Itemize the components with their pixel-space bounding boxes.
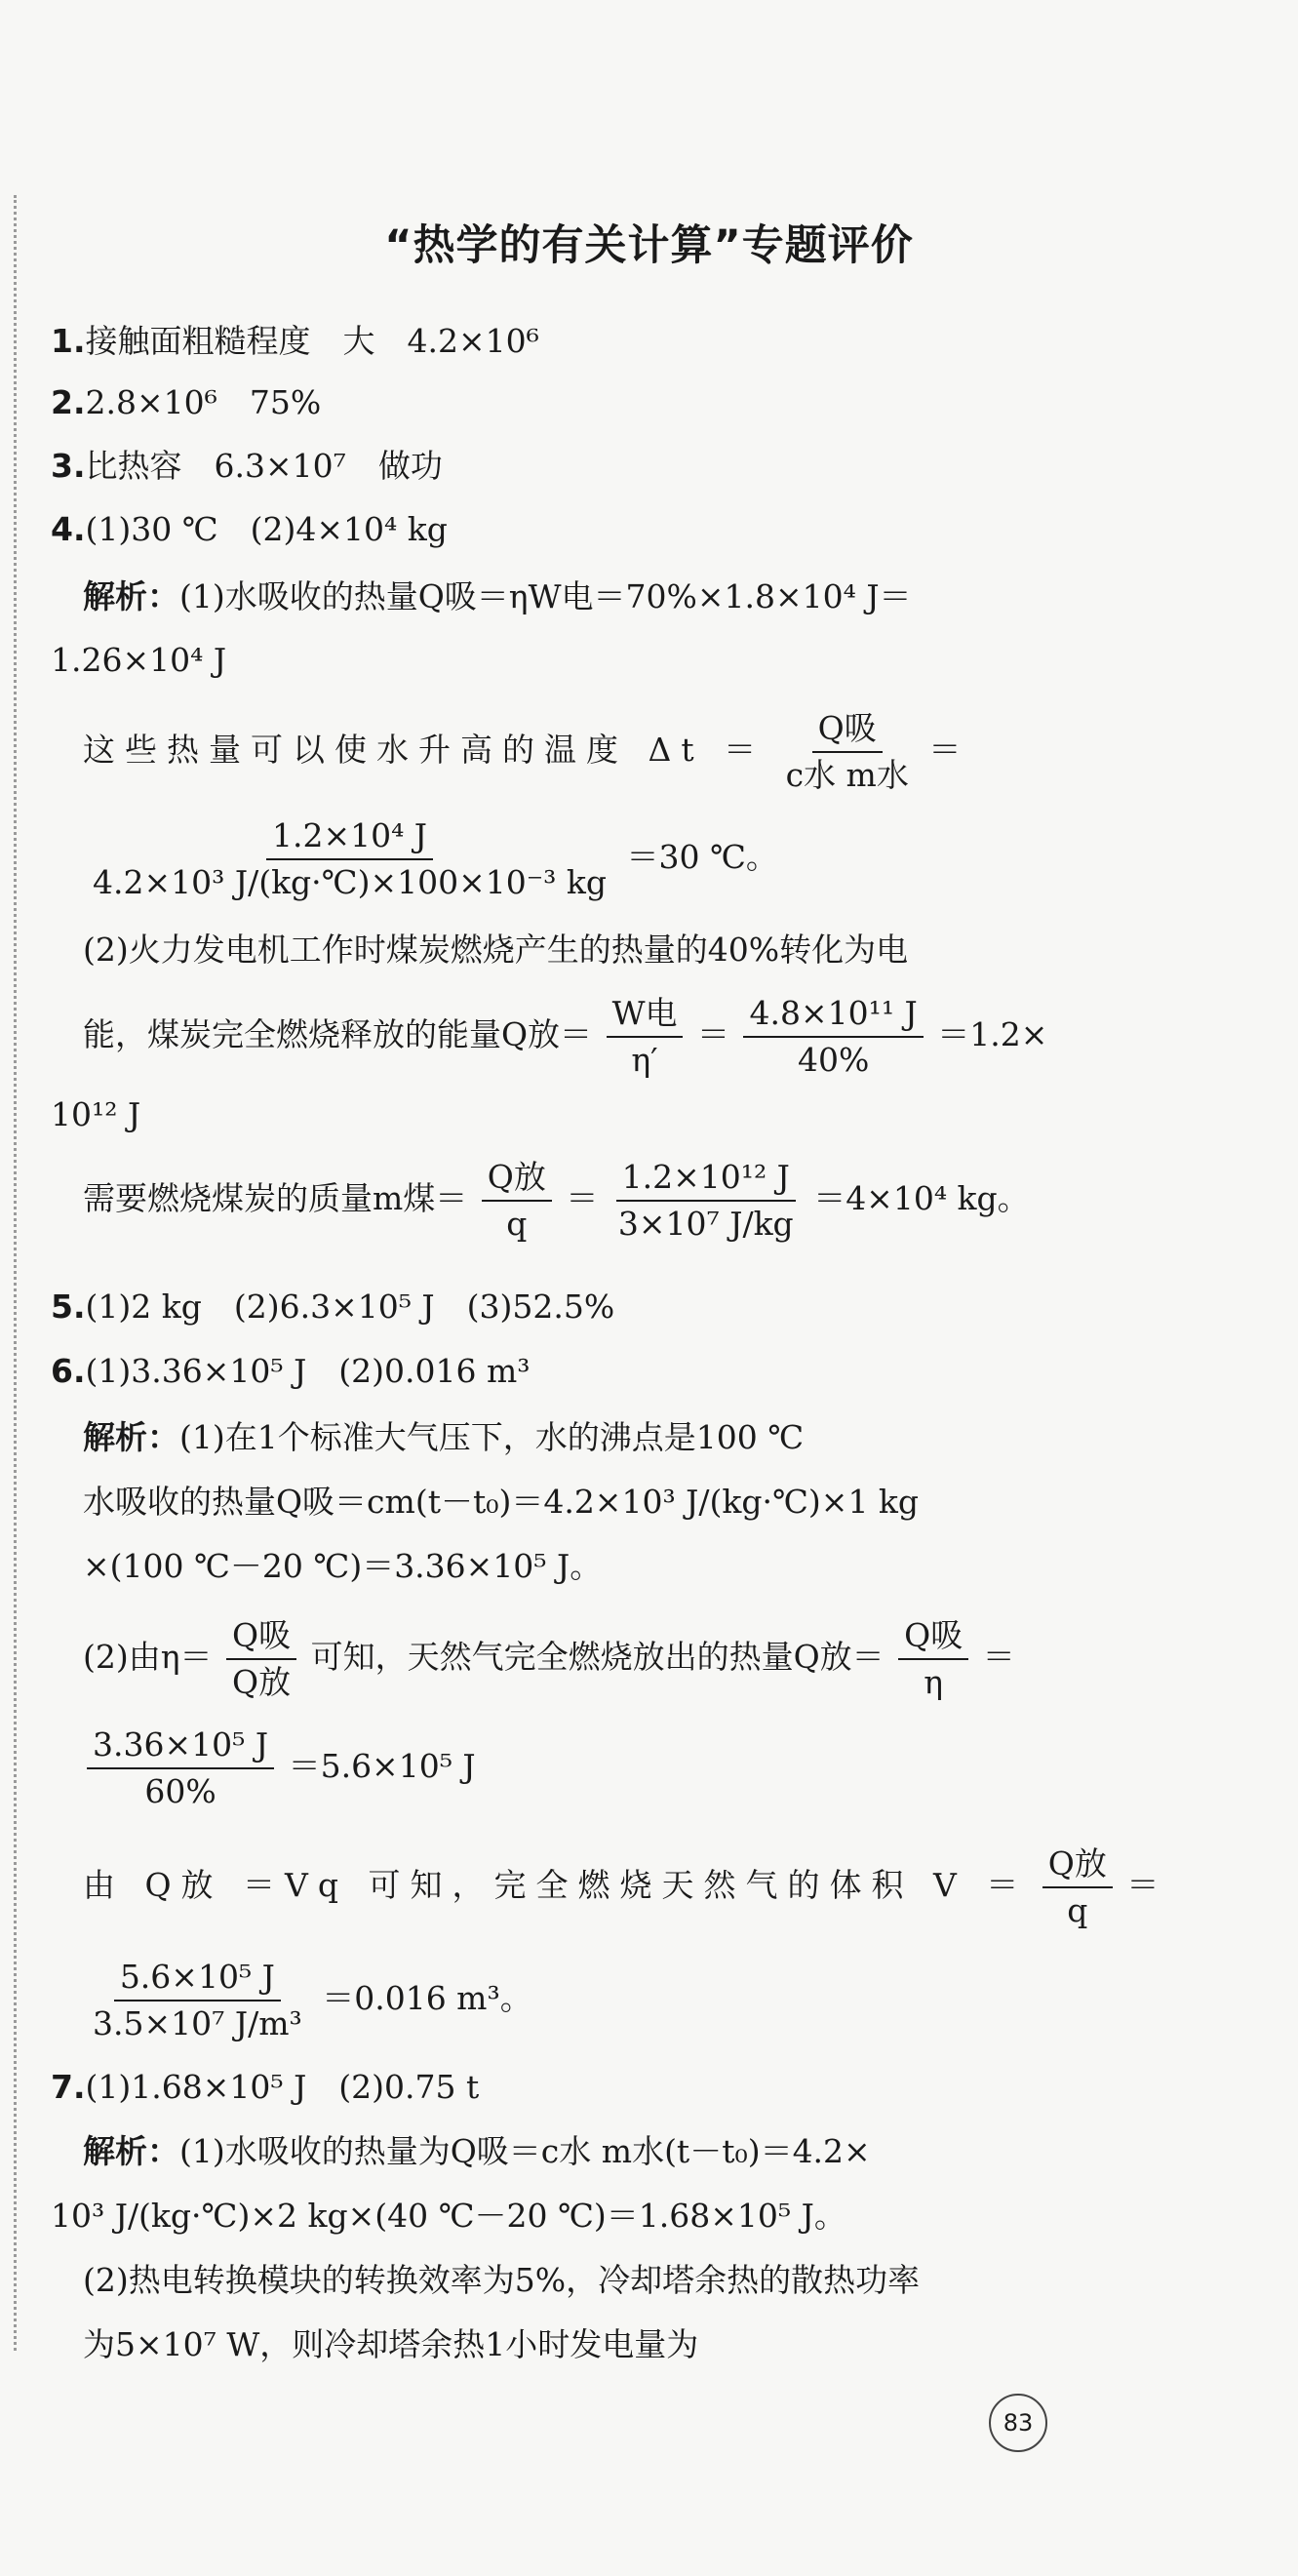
analysis-7-line-3: (2)热电转换模块的转换效率为5%，冷却塔余热的散热功率 <box>83 2261 921 2299</box>
analysis-6-heat-result: $\frac{\text{3.36×10⁵ J}}{60\%}$ ＝5.6×10⁵ J <box>83 1726 476 1810</box>
analysis-6-heat-released: (2)由η＝ $\frac{\text{Q吸}}{\text{Q放}}$ 可知，天然气完全燃烧放出的热量Q放＝ $\frac{\text{Q吸}}{\eta}$ ＝ <box>83 1616 1015 1701</box>
page-title: “热学的有关计算”专题评价 <box>384 221 914 270</box>
analysis-4-line-1: 解析：(1)水吸收的热量Q吸＝ηW电＝70%×1.8×10⁴ J＝ <box>83 577 912 615</box>
page-number: 83 <box>989 2394 1047 2452</box>
question-number: 6. <box>51 1352 86 1390</box>
fraction: $\frac{\text{3.36×10⁵ J}}{60\%}$ <box>87 1726 274 1810</box>
analysis-4-temperature-rise: 这些热量可以使水升高的温度 Δt ＝ $\frac{\text{Q吸}}{\text{c水 m水}}$ ＝ <box>83 709 962 794</box>
answer-text: 接触面粗糙程度 大 4.2×10⁶ <box>85 322 539 360</box>
fraction: $\frac{\text{Q吸}}{\text{c水 m水}}$ <box>785 709 909 794</box>
analysis-4-coal-energy: 能，煤炭完全燃烧释放的能量Q放＝ $\frac{\text{W电}}{\eta'}$ ＝ $\frac{\text{4.8×10¹¹ J}}{40\%}$ ＝1.2× <box>83 994 1048 1079</box>
fraction: $\frac{\text{Q放}}{q}$ <box>1042 1845 1113 1929</box>
answer-5 <box>51 1288 614 1327</box>
analysis-4-line-6: 10¹² J <box>51 1095 141 1133</box>
analysis-7-line-2: 10³ J/(kg·℃)×2 kg×(40 ℃－20 ℃)＝1.68×10⁵ J。 <box>51 2197 846 2235</box>
fraction: $\frac{\text{Q放}}{q}$ <box>482 1159 552 1243</box>
analysis-6-line-1: 解析：(1)在1个标准大气压下，水的沸点是100 ℃ <box>83 1418 805 1456</box>
fraction: $\frac{\text{W电}}{\eta'}$ <box>607 995 684 1079</box>
fraction: $\frac{\text{Q吸}}{\text{Q放}}$ <box>226 1617 296 1701</box>
question-number: 7. <box>51 2068 86 2106</box>
analysis-6-volume-result: $\frac{\text{5.6×10⁵ J}}{\text{3.5×10⁷ J/m³}}$ ＝0.016 m³。 <box>83 1959 532 2042</box>
answer-text: (1)3.36×10⁵ J (2)0.016 m³ <box>85 1352 531 1390</box>
question-number: 2. <box>51 383 86 421</box>
fraction: $\frac{\text{1.2×10⁴ J}}{\text{4.2×10³ J/(kg·℃)×100×10⁻³ kg}}$ <box>93 816 608 901</box>
answer-4 <box>51 510 448 549</box>
fraction: $\frac{\text{5.6×10⁵ J}}{\text{3.5×10⁷ J/m³}}$ <box>93 1958 302 2042</box>
analysis-6-line-2: 水吸收的热量Q吸＝cm(t－t₀)＝4.2×10³ J/(kg·℃)×1 kg <box>83 1483 920 1521</box>
analysis-label: 解析： <box>83 2132 179 2170</box>
binding-margin-line <box>14 195 17 2351</box>
answer-text: 比热容 6.3×10⁷ 做功 <box>85 447 443 485</box>
analysis-4-coal-mass: 需要燃烧煤炭的质量m煤＝ $\frac{\text{Q放}}{q}$ ＝ $\frac{\text{1.2×10¹² J}}{\text{3×10⁷ J/kg}}$ ＝4×10⁴ kg。 <box>83 1158 1030 1243</box>
question-number: 1. <box>51 322 86 360</box>
analysis-7-line-1: 解析：(1)水吸收的热量为Q吸＝c水 m水(t－t₀)＝4.2× <box>83 2132 871 2170</box>
answer-text: (1)30 ℃ (2)4×10⁴ kg <box>85 510 448 548</box>
question-number: 5. <box>51 1288 86 1326</box>
fraction: $\frac{\text{4.8×10¹¹ J}}{40\%}$ <box>743 995 923 1079</box>
question-number: 4. <box>51 510 86 548</box>
question-number: 3. <box>51 447 86 485</box>
answer-1 <box>51 322 539 361</box>
fraction: $\frac{\text{Q吸}}{\eta}$ <box>898 1617 968 1701</box>
answer-6 <box>51 1352 531 1391</box>
analysis-4-line-2: 1.26×10⁴ J <box>51 641 227 679</box>
analysis-6-line-3: ×(100 ℃－20 ℃)＝3.36×10⁵ J。 <box>83 1547 603 1585</box>
answer-3 <box>51 447 443 486</box>
analysis-4-temperature-result: $\frac{\text{1.2×10⁴ J}}{\text{4.2×10³ J/(kg·℃)×100×10⁻³ kg}}$ ＝30 ℃。 <box>83 817 778 901</box>
answer-2 <box>51 383 321 422</box>
fraction: $\frac{\text{1.2×10¹² J}}{\text{3×10⁷ J/kg}}$ <box>612 1159 800 1243</box>
analysis-7-line-4: 为5×10⁷ W，则冷却塔余热1小时发电量为 <box>83 2325 699 2363</box>
answer-text: 2.8×10⁶ 75% <box>85 383 322 421</box>
analysis-label: 解析： <box>83 1418 179 1456</box>
analysis-4-line-4: (2)火力发电机工作时煤炭燃烧产生的热量的40%转化为电 <box>83 931 909 969</box>
answer-text: (1)1.68×10⁵ J (2)0.75 t <box>85 2068 480 2106</box>
answer-text: (1)2 kg (2)6.3×10⁵ J (3)52.5% <box>85 1288 615 1326</box>
analysis-label: 解析： <box>83 577 179 615</box>
analysis-6-volume: 由 Q放 ＝Vq 可知，完全燃烧天然气的体积 V ＝ $\frac{\text{Q放}}{q}$ ＝ <box>83 1844 1160 1929</box>
answer-7 <box>51 2068 479 2107</box>
